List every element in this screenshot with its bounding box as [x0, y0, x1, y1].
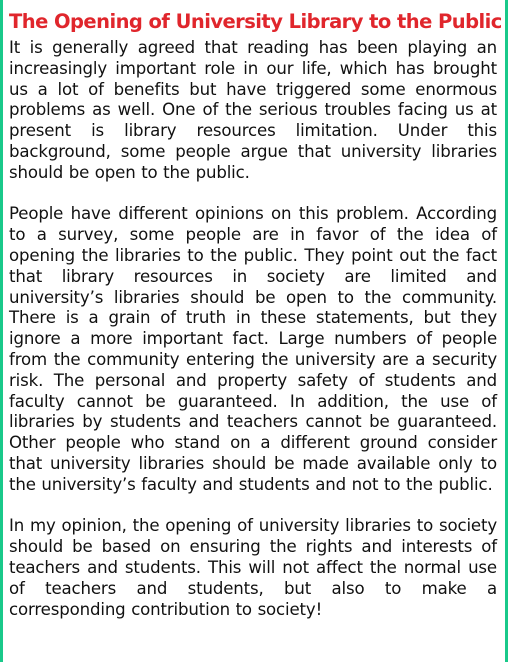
article	[9, 9, 502, 620]
paragraph-opinions: People have different opinions on this problem. According to a survey, some people are in favor of the idea of opening the libraries to the public. They point out the fact that library resources in society are limited and university’s libraries should be open to the community. There is a grain of truth in these statements, but they ignore a more important fact. Large numbers of people from the community entering the university are a security risk. The personal and property safety of students and faculty cannot be guaranteed. In addition, the use of libraries by students and teachers cannot be guaranteed. Other people who stand on a different ground consider that university libraries should be made available only to the university’s faculty and students and not to the public.	[9, 204, 497, 494]
paragraph-intro: It is generally agreed that reading has been playing an increasingly important role in our life, which has brought us a lot of benefits but have triggered some enormous problems as well. One of the serious troubles facing us at present is library resources limitation. Under this background, some people argue that university libraries should be open to the public.	[9, 38, 497, 182]
paragraph-conclusion: In my opinion, the opening of university libraries to society should be based on ensuring the rights and interests of teachers and students. This will not affect the normal use of teachers and students, but also to make a corresponding contribution to society!	[9, 516, 497, 619]
left-accent-bar	[0, 0, 3, 662]
article-title: The Opening of University Library to the Public	[9, 10, 502, 33]
